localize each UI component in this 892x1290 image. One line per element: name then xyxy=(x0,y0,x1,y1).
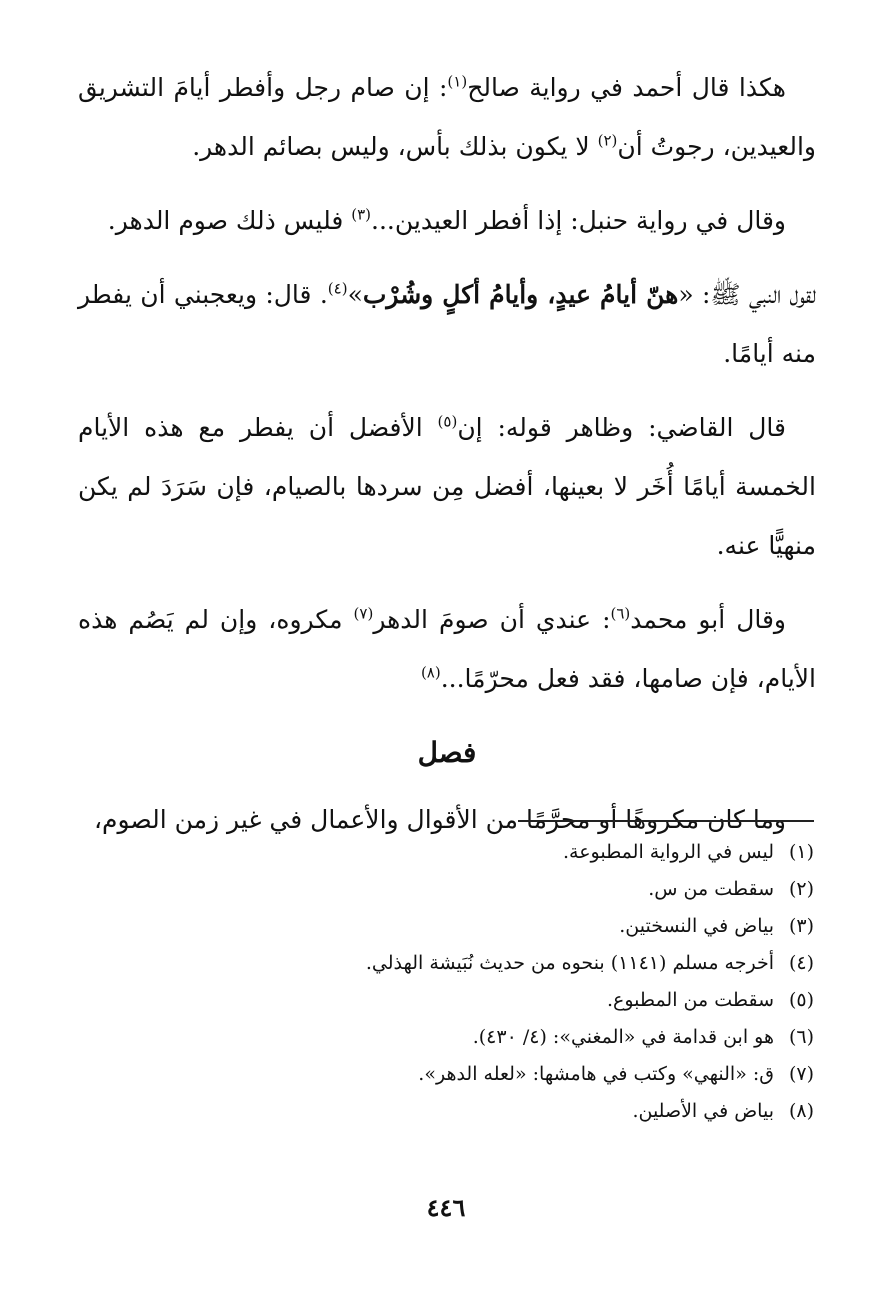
footnote xyxy=(76,1019,814,1056)
body-paragraphs xyxy=(78,58,816,708)
text-segment: لقول النبي ﷺ: « xyxy=(678,280,816,309)
text-segment: وقال أبو محمد xyxy=(630,605,787,634)
text-segment: : عندي أن صومَ الدهر xyxy=(373,605,611,634)
footnote-number: (٧) xyxy=(788,1063,814,1085)
footnote xyxy=(76,1093,814,1130)
footnote-number: (٣) xyxy=(788,915,814,937)
footnote-divider xyxy=(518,820,814,822)
page-number: ٤٤٦ xyxy=(426,1193,466,1222)
footnote-marker: (١) xyxy=(447,72,468,91)
footnote-text: ليس في الرواية المطبوعة. xyxy=(562,841,774,863)
text-segment: لا يكون بذلك بأس، وليس بصائم الدهر. xyxy=(192,132,598,161)
footnote-marker: (٢) xyxy=(597,131,618,150)
closing-paragraph: وما كان مكروهًا أو محرَّمًا من الأقوال والأعمال في غير زمن الصوم، xyxy=(93,805,786,834)
footnote xyxy=(76,1056,814,1093)
footnote-marker: (٧) xyxy=(353,604,374,623)
text-segment: الأفضل أن يفطر مع هذه الأيام الخمسة أيامًا أُخَر لا بعينها، أفضل مِن سردها بالصيام، فإن سَرَدَ لم يكن منهيًّا عنه. xyxy=(78,413,816,560)
footnote-text: بياض في النسختين. xyxy=(619,915,774,937)
text-segment: . قال: ويعجبني أن يفطر منه أيامًا. xyxy=(78,280,816,368)
body-paragraph xyxy=(78,191,816,250)
footnote-marker: (٦) xyxy=(610,604,631,623)
section-heading: فصل xyxy=(417,736,477,769)
footnote xyxy=(76,908,814,945)
footnote-number: (٢) xyxy=(788,878,814,900)
text-segment: قال القاضي: وظاهر قوله: إن xyxy=(457,413,786,442)
text-segment: وقال في رواية حنبل: إذا أفطر العيدين... xyxy=(371,206,786,235)
footnote-number: (٤) xyxy=(788,952,814,974)
footnote-number: (٨) xyxy=(788,1100,814,1122)
footnote-number: (٥) xyxy=(788,989,814,1011)
footnote xyxy=(76,945,814,982)
footnote-marker: (٣) xyxy=(351,205,372,224)
text-segment: : إن صام رجل وأفطر أيامَ التشريق والعيدين، رجوتُ أن xyxy=(78,73,816,161)
footnote-text: ق: «النهي» وكتب في هامشها: «لعله الدهر». xyxy=(418,1063,774,1085)
footnote-marker: (٤) xyxy=(327,279,348,298)
body-paragraph xyxy=(78,590,816,708)
text-segment: فليس ذلك صوم الدهر. xyxy=(107,206,352,235)
footnote-text: سقطت من المطبوع. xyxy=(606,989,774,1011)
main-text xyxy=(78,58,816,864)
footnote-number: (٦) xyxy=(788,1026,814,1048)
footnote-number: (١) xyxy=(788,841,814,863)
footnote xyxy=(76,871,814,908)
footnote-text: سقطت من س. xyxy=(648,878,774,900)
footnote xyxy=(76,982,814,1019)
body-paragraph xyxy=(78,398,816,575)
footnote xyxy=(76,834,814,871)
footnote-marker: (٥) xyxy=(437,412,458,431)
body-paragraph xyxy=(78,265,816,383)
footnote-text: بياض في الأصلين. xyxy=(632,1100,774,1122)
text-segment: مكروه، وإن لم يَصُم هذه الأيام، فإن صامها، فقد فعل محرّمًا... xyxy=(78,605,816,693)
footnotes xyxy=(76,834,814,1130)
footnote-text: أخرجه مسلم (١١٤١) بنحوه من حديث نُبَيشة الهذلي. xyxy=(365,952,774,974)
footnote-text: هو ابن قدامة في «المغني»: (٤/ ٤٣٠). xyxy=(472,1026,774,1048)
body-paragraph xyxy=(78,58,816,176)
hadith-quote: هنّ أيامُ عيدٍ، وأيامُ أكلٍ وشُرْب xyxy=(362,280,679,309)
text-segment: هكذا قال أحمد في رواية صالح xyxy=(467,73,786,102)
footnote-marker: (٨) xyxy=(420,663,441,682)
text-segment: » xyxy=(347,280,363,309)
